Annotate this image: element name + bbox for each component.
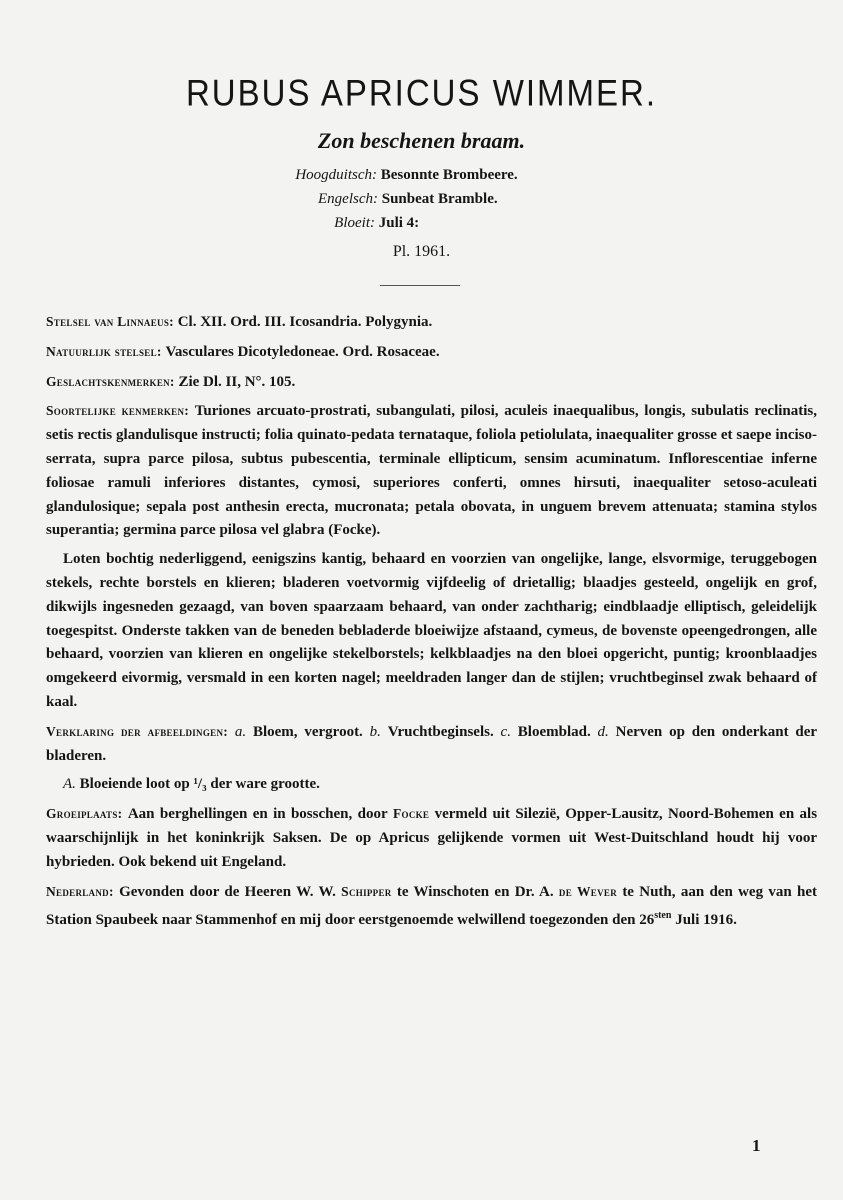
figures-section bbox=[46, 720, 817, 769]
figure-A-text: Bloeiende loot op bbox=[79, 776, 190, 793]
figure-c-key: c. bbox=[500, 723, 511, 740]
plate-number: Pl. 1961. bbox=[392, 243, 451, 260]
figure-a-key: a. bbox=[234, 723, 247, 740]
figure-a-text: Bloem, vergroot. bbox=[252, 723, 363, 740]
description-body bbox=[46, 310, 817, 938]
netherlands-person-schipper: Schipper bbox=[341, 883, 392, 899]
flowering-line bbox=[0, 215, 843, 232]
netherlands-text-3: te Nuth, aan den weg van het Station Spaubeek naar Stammenhof en mij door eerstgenoemde welwillend toegezonden den 26 bbox=[46, 883, 818, 929]
figure-d-key: d. bbox=[597, 723, 609, 740]
figure-A-line bbox=[46, 773, 817, 797]
habitat-text: Aan berghellingen en in bosschen, door bbox=[127, 806, 388, 823]
figure-A-fraction: ¹/₃ bbox=[193, 776, 207, 793]
flowering-value: Juli 4: bbox=[378, 215, 420, 231]
habitat-text-end: vermeld uit Silezië, Opper-Lausitz, Noord-Bohemen en als waarschijnlijk in het koninkrijk Saksen. De op Apricus gelijkende vormen uit West-Duitschland houdt hij voor hybrieden. Ook bekend uit Engeland. bbox=[46, 806, 818, 870]
english-label: Engelsch: bbox=[318, 191, 378, 207]
netherlands-section bbox=[46, 880, 817, 934]
genus-text: Zie Dl. II, N°. 105. bbox=[178, 373, 296, 390]
german-name-line bbox=[0, 167, 843, 184]
netherlands-date-suffix: sten bbox=[654, 910, 672, 922]
figure-A-text-end: der ware grootte. bbox=[210, 776, 320, 793]
netherlands-text-4: Juli 1916. bbox=[675, 912, 737, 929]
habitat-section bbox=[46, 802, 817, 874]
linnaeus-text: Cl. XII. Ord. III. Icosandria. Polygynia. bbox=[177, 314, 433, 330]
habitat-label: Groeiplaats: bbox=[46, 806, 123, 822]
linnaeus-label: Stelsel van Linnaeus: bbox=[46, 314, 174, 329]
figure-d-text: Nerven op den onderkant der bladeren. bbox=[46, 723, 818, 764]
dutch-name: Zon beschenen braam. bbox=[317, 128, 526, 153]
dutch-description-text: Loten bochtig nederliggend, eenigszins kantig, behaard en voorzien van ongelijke, lange, elsvormige, teruggebogen stekels, rechte borstels en klieren; bladeren voetvormig vijfdeelig of drietallig; blaadjes gesteeld, ongelijk en grof, dikwijls ingesneden gezaagd, van boven spaarzaam behaard, van onder zachtharig; eindblaadje elliptisch, geleidelijk toegespitst. Onderste takken van de beneden bebladerde bloeiwijze afstaand, cymeus, de bovenste opeengedrongen, alle behaard, voorzien van klieren en ongelijke stekelborstels; kelkblaadjes na den bloei opgericht, puntig; kroonblaadjes omgekeerd eivormig, versmald in een korten nagel; meeldraden langer dan de stijlen; vruchtbeginsel zwak behaard of kaal. bbox=[46, 551, 817, 710]
natural-system-text: Vasculares Dicotyledoneae. Ord. Rosaceae. bbox=[165, 343, 440, 360]
netherlands-text: Gevonden door de Heeren W. W. bbox=[119, 883, 336, 900]
divider bbox=[380, 285, 460, 286]
habitat-author: Focke bbox=[392, 806, 430, 822]
species-text: Turiones arcuato-prostrati, subangulati, pilosi, aculeis inaequalibus, longis, subulatis reclinatis, setis rectis glandulisque instructi; folia quinato-pedata ternataque, foliola petiolulata, inaequaliter grosse et saepe inciso-serrata, supra parce pilosa, subtus pubescentia, terminale ellipticum, sensim acuminatum. Inflorescentiae inferne foliosae ramuli inferiores distantes, cymosi, superiores conferti, omnes hirsuti, inaequaliter setoso-aculeati glandulosique; sepala post anthesin erecta, mucronata; petala obovata, in unguem brevem attenuata; stamina stylos superantia; germina parce pilosa vel glabra (Focke). bbox=[46, 403, 818, 539]
natural-system-section bbox=[46, 340, 817, 365]
genus-section bbox=[46, 370, 817, 395]
netherlands-label: Nederland: bbox=[46, 883, 114, 899]
natural-system-label: Natuurlijk stelsel: bbox=[46, 343, 162, 359]
netherlands-text-2: te Winschoten en Dr. A. bbox=[396, 883, 554, 900]
flowering-label: Bloeit: bbox=[334, 215, 375, 231]
english-name-line bbox=[0, 191, 843, 208]
figure-b-key: b. bbox=[369, 723, 381, 740]
genus-label: Geslachtskenmerken: bbox=[46, 373, 175, 389]
german-name: Besonnte Brombeere. bbox=[380, 167, 518, 183]
english-name: Sunbeat Bramble. bbox=[381, 191, 498, 207]
species-section bbox=[46, 399, 817, 543]
netherlands-person-dewever: de Wever bbox=[558, 883, 618, 899]
page-title: RUBUS APRICUS WIMMER. bbox=[185, 71, 658, 114]
dutch-description bbox=[46, 548, 817, 715]
page-number: 1 bbox=[752, 1136, 761, 1155]
figures-label: Verklaring der afbeeldingen: bbox=[46, 723, 229, 739]
linnaeus-section bbox=[46, 310, 817, 335]
figure-A-key: A. bbox=[63, 776, 76, 793]
german-label: Hoogduitsch: bbox=[295, 167, 377, 183]
figure-b-text: Vruchtbeginsels. bbox=[387, 723, 494, 740]
species-label: Soortelijke kenmerken: bbox=[46, 403, 190, 419]
figure-c-text: Bloemblad. bbox=[517, 723, 591, 740]
